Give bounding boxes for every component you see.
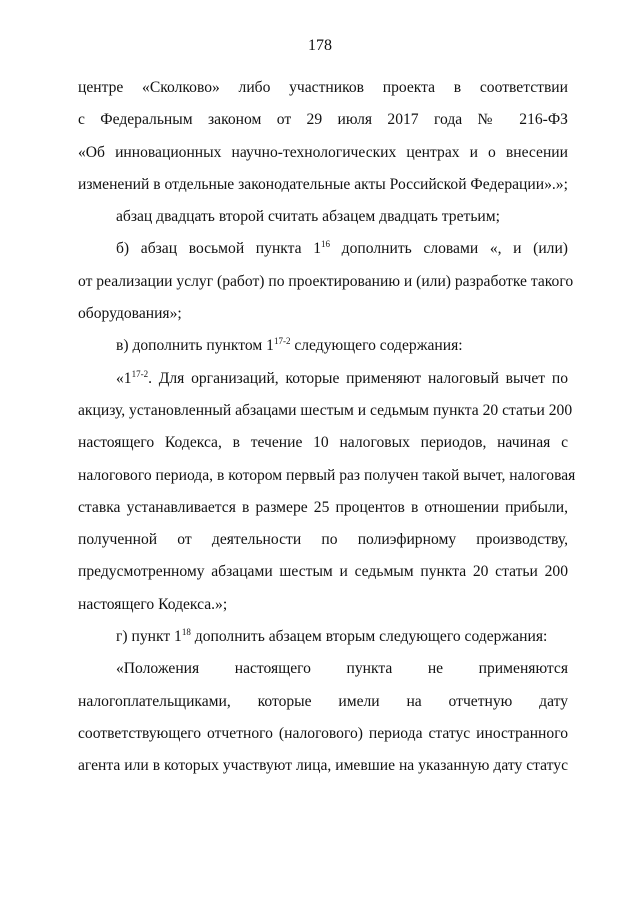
text-line: [78, 589, 568, 621]
line-text: изменений в отдельные законодательные акты Российской Федерации».»;: [78, 175, 568, 193]
line-text: «1: [116, 369, 132, 387]
line-text: г) пункт 1: [116, 628, 182, 646]
document-body: [78, 72, 576, 783]
text-line: [78, 395, 573, 427]
text-line: [78, 492, 568, 524]
line-text: ставка устанавливается в размере 25 процентов в отношении прибыли,: [78, 498, 568, 516]
text-line: [78, 718, 568, 750]
line-text: настоящего Кодекса, в течение 10 налоговых периодов, начиная с: [78, 434, 568, 452]
line-text-continued: дополнить абзацем вторым следующего содержания:: [190, 628, 548, 646]
text-line: [78, 266, 574, 298]
text-line: [78, 653, 568, 685]
line-text: «Об инновационных научно-технологических центрах и о внесении: [78, 143, 568, 161]
superscript: 16: [321, 239, 331, 250]
line-text: полученной от деятельности по полиэфирному производству,: [78, 531, 568, 549]
line-text: настоящего Кодекса.»;: [78, 595, 228, 613]
text-line: [78, 460, 576, 492]
text-line: [78, 104, 568, 136]
line-text-continued: следующего содержания:: [290, 337, 463, 355]
line-text: от реализации услуг (работ) по проектированию и (или) разработке такого: [78, 272, 574, 290]
line-text: акцизу, установленный абзацами шестым и седьмым пункта 20 статьи 200: [78, 401, 573, 419]
text-line: [78, 201, 568, 233]
text-line: [78, 330, 568, 362]
text-line: [78, 72, 568, 104]
line-text: налогоплательщиками, которые имели на отчетную дату: [78, 692, 568, 710]
line-text: центре «Сколково» либо участников проекта в соответствии: [78, 79, 568, 96]
text-line: [78, 621, 568, 653]
line-text: агента или в которых участвуют лица, имевшие на указанную дату статус: [78, 757, 568, 775]
line-text: предусмотренному абзацами шестым и седьмым пункта 20 статьи 200: [78, 563, 568, 581]
superscript: 18: [181, 627, 191, 638]
text-line: [78, 363, 568, 395]
text-line: [78, 137, 568, 169]
line-text: абзац двадцать второй считать абзацем двадцать третьим;: [116, 208, 500, 226]
line-text: «Положения настоящего пункта не применяются: [116, 660, 568, 678]
superscript: 17-2: [273, 336, 291, 347]
line-text-continued: . Для организаций, которые применяют налоговый вычет по: [148, 369, 568, 387]
text-line: [78, 169, 568, 201]
line-text-continued: дополнить словами «, и (или): [330, 240, 569, 258]
line-text: с Федеральным законом от 29 июля 2017 года № 216-ФЗ: [78, 111, 568, 129]
text-line: [78, 233, 568, 265]
line-text: б) абзац восьмой пункта 1: [116, 240, 322, 258]
text-line: [78, 298, 568, 330]
line-text: соответствующего отчетного (налогового) периода статус иностранного: [78, 724, 568, 742]
text-line: [78, 750, 568, 782]
line-text: оборудования»;: [78, 305, 182, 323]
page-number: 178: [308, 37, 332, 54]
line-text: в) дополнить пунктом 1: [116, 337, 274, 355]
text-line: [78, 686, 568, 718]
line-text: налогового периода, в котором первый раз получен такой вычет, налоговая: [78, 466, 576, 484]
text-line: [78, 556, 568, 588]
text-line: [78, 427, 568, 459]
text-line: [78, 524, 568, 556]
superscript: 17-2: [131, 368, 149, 379]
